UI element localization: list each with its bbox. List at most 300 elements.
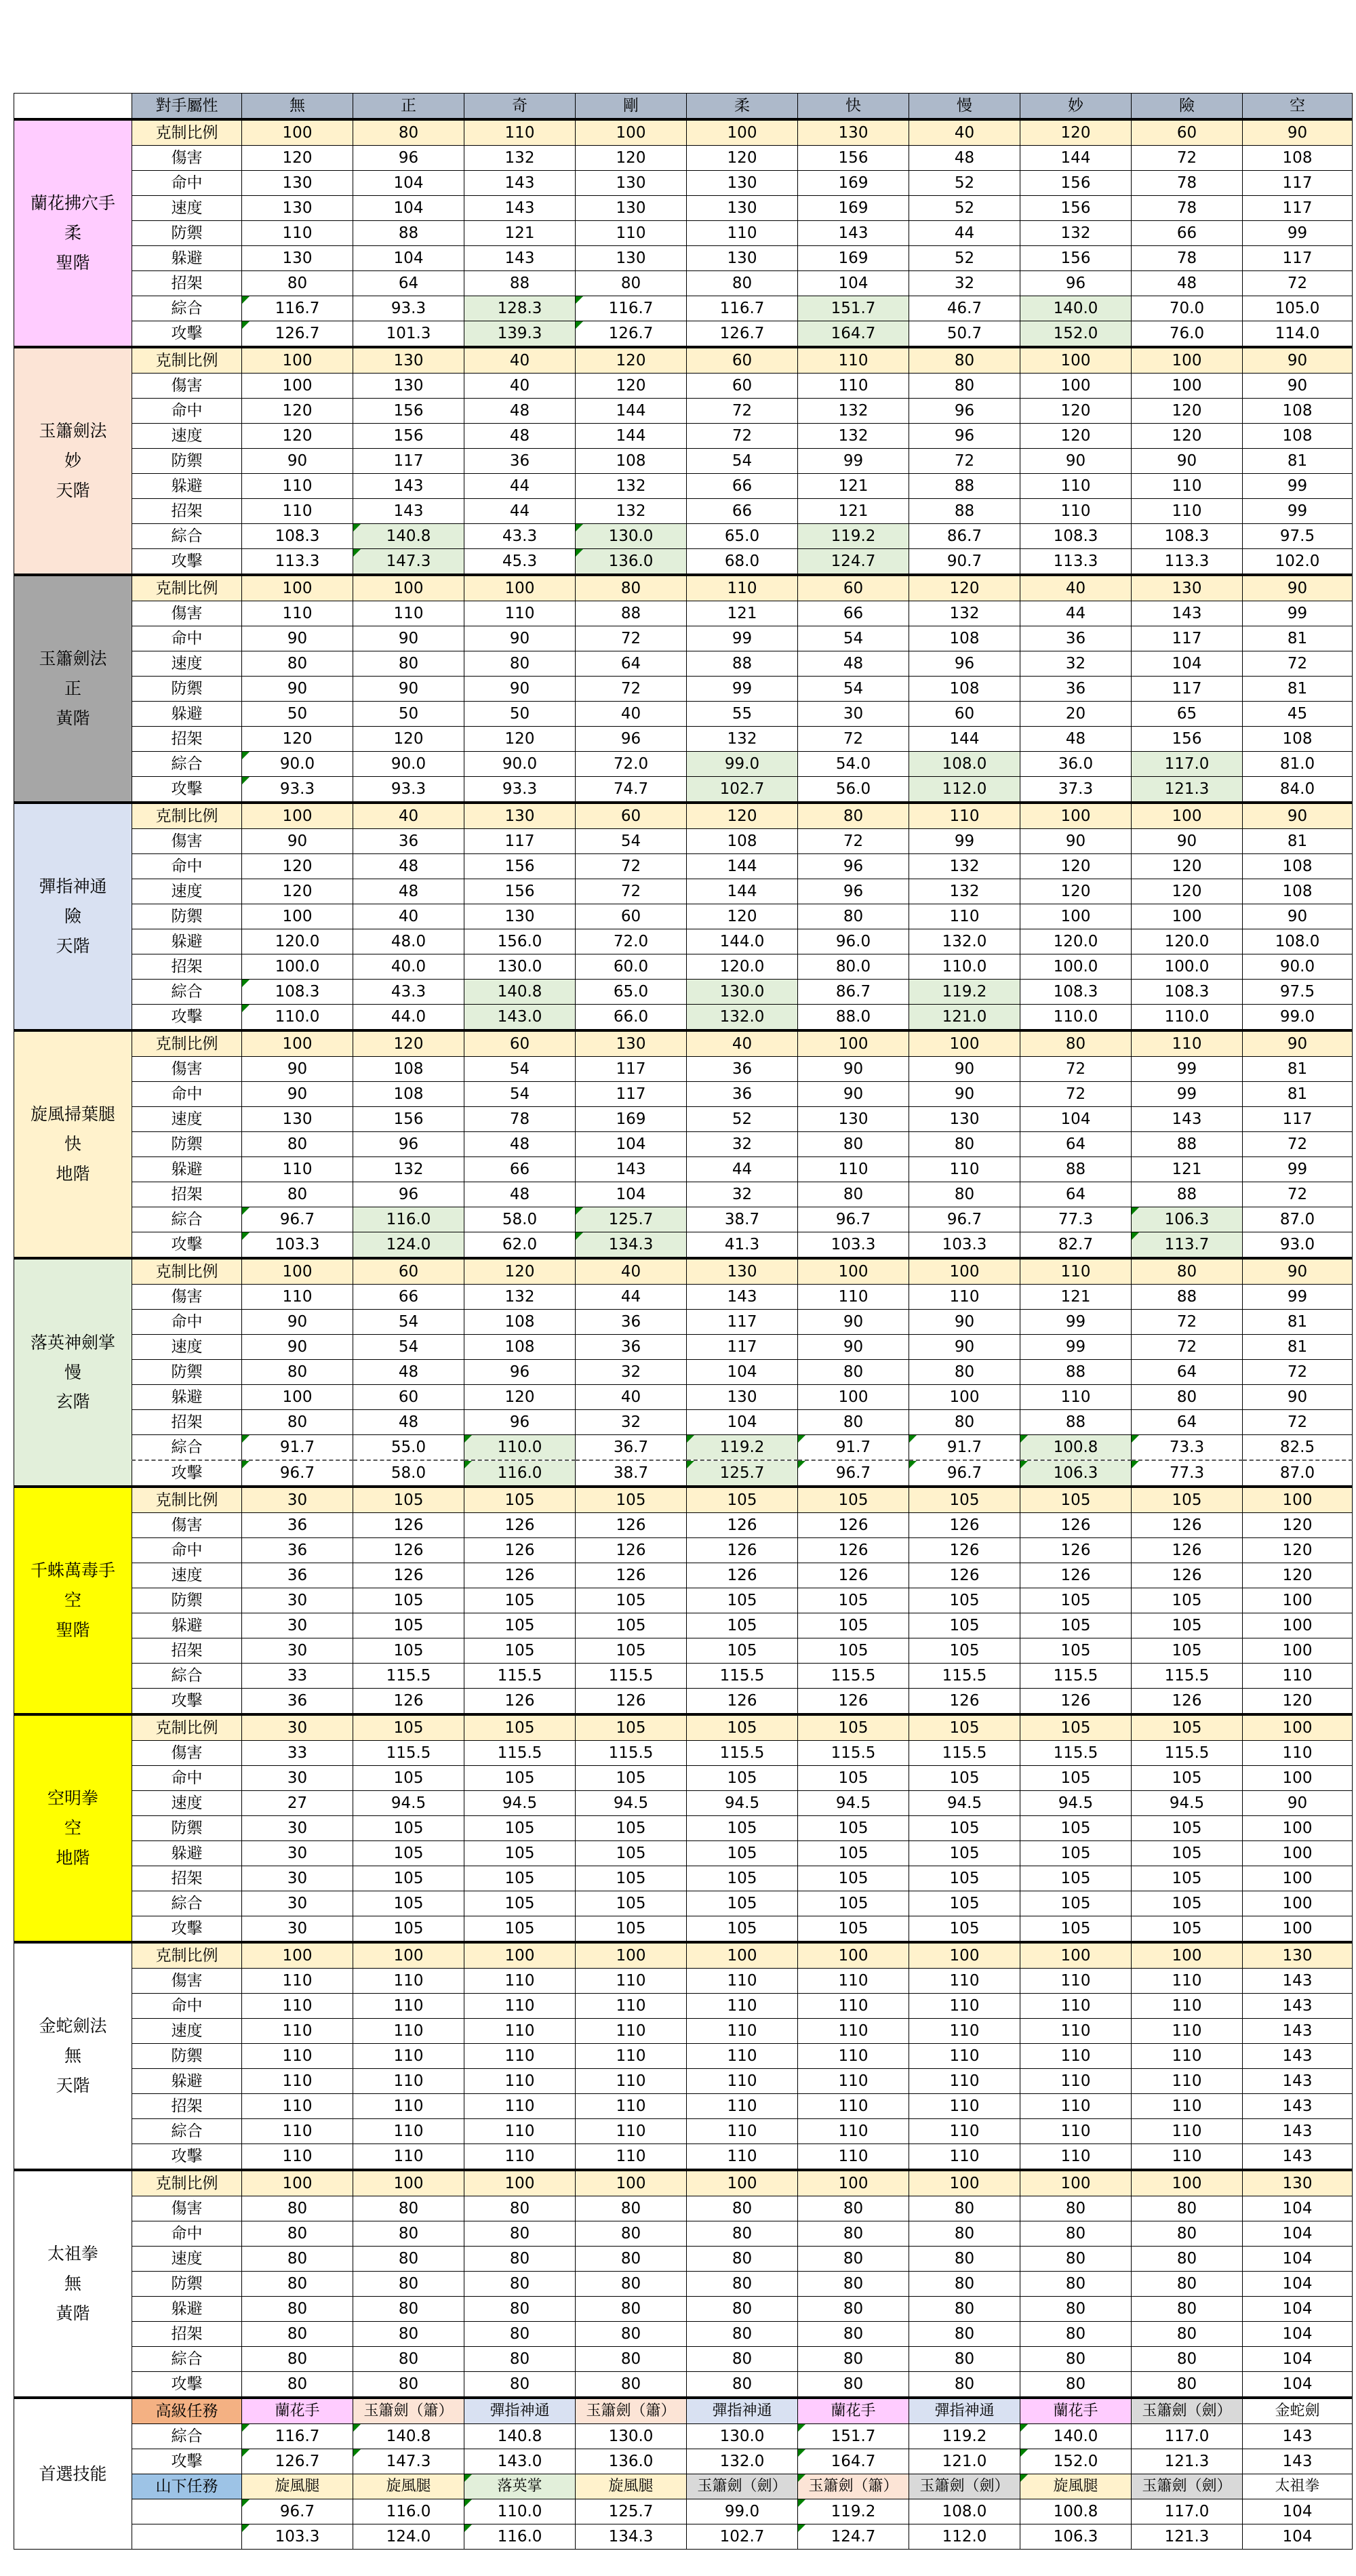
value-cell[interactable]: 80	[353, 2372, 464, 2398]
value-cell[interactable]: 130	[1243, 1942, 1353, 1969]
value-cell[interactable]: 80	[464, 2272, 576, 2297]
value-cell[interactable]: 116.7	[242, 296, 353, 321]
value-cell[interactable]: 110	[1020, 499, 1132, 524]
value-cell[interactable]: 110	[798, 2094, 909, 2119]
value-cell[interactable]: 105	[353, 1891, 464, 1916]
value-cell[interactable]: 130	[576, 196, 687, 221]
value-cell[interactable]: 玉簫劍（劍）	[909, 2474, 1020, 2499]
row-label[interactable]: 傷害	[132, 1741, 242, 1766]
value-cell[interactable]: 130	[242, 246, 353, 271]
value-cell[interactable]: 110	[464, 601, 576, 626]
value-cell[interactable]: 115.5	[798, 1664, 909, 1689]
skill-6-name-cell[interactable]	[14, 1487, 132, 1714]
value-cell[interactable]: 130	[464, 803, 576, 829]
value-cell[interactable]: 102.7	[687, 777, 798, 803]
value-cell[interactable]: 80	[1020, 2372, 1132, 2398]
value-cell[interactable]: 87.0	[1243, 1207, 1353, 1232]
value-cell[interactable]: 100	[1243, 1766, 1353, 1791]
value-cell[interactable]: 80	[1020, 2247, 1132, 2272]
value-cell[interactable]: 66	[798, 601, 909, 626]
value-cell[interactable]: 115.5	[1020, 1741, 1132, 1766]
header-col-xian[interactable]: 險	[1132, 94, 1243, 120]
value-cell[interactable]: 32	[909, 271, 1020, 296]
value-cell[interactable]: 110	[909, 2019, 1020, 2044]
value-cell[interactable]: 130	[242, 1107, 353, 1132]
value-cell[interactable]: 90	[909, 1335, 1020, 1360]
value-cell[interactable]: 90.0	[353, 752, 464, 777]
value-cell[interactable]: 88	[909, 499, 1020, 524]
value-cell[interactable]: 玉簫劍（劍）	[687, 2474, 798, 2499]
value-cell[interactable]: 105	[909, 1916, 1020, 1943]
value-cell[interactable]: 64	[1132, 1410, 1243, 1435]
value-cell[interactable]: 110	[353, 2094, 464, 2119]
value-cell[interactable]: 81	[1243, 1057, 1353, 1082]
value-cell[interactable]: 143	[1132, 1107, 1243, 1132]
value-cell[interactable]: 120	[1020, 879, 1132, 904]
row-label[interactable]: 速度	[132, 2247, 242, 2272]
value-cell[interactable]: 104	[687, 1410, 798, 1435]
value-cell[interactable]: 81	[1243, 449, 1353, 474]
value-cell[interactable]: 100	[353, 1942, 464, 1969]
value-cell[interactable]: 105	[576, 1638, 687, 1664]
value-cell[interactable]: 106.3	[1020, 1460, 1132, 1487]
value-cell[interactable]: 113.3	[242, 549, 353, 576]
value-cell[interactable]: 105	[353, 1816, 464, 1841]
value-cell[interactable]: 117	[1243, 171, 1353, 196]
value-cell[interactable]: 80	[353, 2272, 464, 2297]
value-cell[interactable]: 54.0	[798, 752, 909, 777]
value-cell[interactable]: 90	[464, 626, 576, 651]
value-cell[interactable]: 100	[242, 2170, 353, 2196]
row-label[interactable]: 綜合	[132, 2424, 242, 2449]
row-label[interactable]: 綜合	[132, 1207, 242, 1232]
value-cell[interactable]: 96	[464, 1410, 576, 1435]
value-cell[interactable]: 104	[1243, 2499, 1353, 2524]
value-cell[interactable]: 50	[353, 702, 464, 727]
value-cell[interactable]: 110	[1132, 2019, 1243, 2044]
row-label[interactable]: 招架	[132, 1866, 242, 1891]
value-cell[interactable]: 108	[353, 1082, 464, 1107]
value-cell[interactable]: 80	[1132, 1385, 1243, 1410]
value-cell[interactable]: 140.8	[464, 2424, 576, 2449]
value-cell[interactable]: 126	[798, 1538, 909, 1563]
value-cell[interactable]: 110	[353, 2119, 464, 2144]
value-cell[interactable]: 100	[464, 2170, 576, 2196]
value-cell[interactable]: 156	[1020, 171, 1132, 196]
value-cell[interactable]: 105	[464, 1588, 576, 1613]
value-cell[interactable]: 96.0	[798, 929, 909, 954]
header-opponent-attr[interactable]: 對手屬性	[132, 94, 242, 120]
row-label[interactable]: 招架	[132, 2322, 242, 2347]
value-cell[interactable]: 120	[242, 424, 353, 449]
value-cell[interactable]: 126	[1020, 1689, 1132, 1715]
value-cell[interactable]: 106.3	[1020, 2524, 1132, 2550]
value-cell[interactable]: 130	[798, 119, 909, 146]
value-cell[interactable]: 105	[1020, 1891, 1132, 1916]
value-cell[interactable]: 96.7	[798, 1207, 909, 1232]
value-cell[interactable]: 72	[1132, 146, 1243, 171]
value-cell[interactable]: 72	[576, 626, 687, 651]
value-cell[interactable]: 100	[909, 1030, 1020, 1057]
value-cell[interactable]: 120	[353, 727, 464, 752]
value-cell[interactable]: 100.8	[1020, 1435, 1132, 1461]
value-cell[interactable]: 105	[909, 1714, 1020, 1741]
value-cell[interactable]: 96	[353, 1132, 464, 1157]
value-cell[interactable]: 100	[798, 1030, 909, 1057]
value-cell[interactable]: 80	[576, 2347, 687, 2372]
value-cell[interactable]: 110	[909, 803, 1020, 829]
value-cell[interactable]: 130	[687, 196, 798, 221]
value-cell[interactable]: 110	[687, 2144, 798, 2171]
value-cell[interactable]: 110.0	[464, 1435, 576, 1461]
value-cell[interactable]: 126	[353, 1513, 464, 1538]
value-cell[interactable]: 90	[798, 1335, 909, 1360]
value-cell[interactable]: 65	[1132, 702, 1243, 727]
value-cell[interactable]: 90	[242, 1082, 353, 1107]
value-cell[interactable]: 100	[1020, 1942, 1132, 1969]
value-cell[interactable]: 30	[242, 1714, 353, 1741]
value-cell[interactable]: 110	[242, 1969, 353, 1994]
value-cell[interactable]: 110	[353, 2019, 464, 2044]
row-label[interactable]: 速度	[132, 196, 242, 221]
value-cell[interactable]: 55	[687, 702, 798, 727]
value-cell[interactable]: 90	[1132, 449, 1243, 474]
value-cell[interactable]: 44	[687, 1157, 798, 1182]
value-cell[interactable]: 108	[1243, 879, 1353, 904]
value-cell[interactable]: 143	[576, 1157, 687, 1182]
value-cell[interactable]: 108	[687, 829, 798, 854]
value-cell[interactable]: 80	[242, 1410, 353, 1435]
value-cell[interactable]: 100	[1243, 1714, 1353, 1741]
value-cell[interactable]: 88	[576, 601, 687, 626]
value-cell[interactable]: 81	[1243, 1335, 1353, 1360]
value-cell[interactable]: 130.0	[576, 2424, 687, 2449]
value-cell[interactable]: 30	[242, 1487, 353, 1513]
value-cell[interactable]: 108	[576, 449, 687, 474]
value-cell[interactable]: 100	[909, 1942, 1020, 1969]
row-label[interactable]: 招架	[132, 1182, 242, 1207]
value-cell[interactable]: 143	[464, 171, 576, 196]
value-cell[interactable]: 151.7	[798, 296, 909, 321]
value-cell[interactable]: 126	[576, 1513, 687, 1538]
value-cell[interactable]: 45	[1243, 702, 1353, 727]
value-cell[interactable]: 80	[1020, 1030, 1132, 1057]
value-cell[interactable]: 126	[353, 1689, 464, 1715]
value-cell[interactable]: 旋風腿	[353, 2474, 464, 2499]
value-cell[interactable]: 112.0	[909, 2524, 1020, 2550]
value-cell[interactable]: 126	[798, 1689, 909, 1715]
value-cell[interactable]: 105	[1132, 1816, 1243, 1841]
value-cell[interactable]: 80	[909, 2372, 1020, 2398]
value-cell[interactable]: 115.5	[798, 1741, 909, 1766]
value-cell[interactable]: 80	[464, 2372, 576, 2398]
value-cell[interactable]: 120	[1020, 424, 1132, 449]
value-cell[interactable]: 60.0	[576, 954, 687, 980]
value-cell[interactable]: 56.0	[798, 777, 909, 803]
value-cell[interactable]: 130	[687, 171, 798, 196]
value-cell[interactable]: 38.7	[576, 1460, 687, 1487]
value-cell[interactable]: 54	[464, 1082, 576, 1107]
value-cell[interactable]: 105	[464, 1638, 576, 1664]
value-cell[interactable]: 60	[576, 904, 687, 929]
row-label[interactable]: 防禦	[132, 449, 242, 474]
value-cell[interactable]: 72	[576, 677, 687, 702]
value-cell[interactable]: 105	[798, 1841, 909, 1866]
value-cell[interactable]: 62.0	[464, 1232, 576, 1259]
value-cell[interactable]: 80	[798, 2221, 909, 2247]
value-cell[interactable]: 90	[909, 1082, 1020, 1107]
value-cell[interactable]: 96	[353, 1182, 464, 1207]
value-cell[interactable]: 96.7	[909, 1460, 1020, 1487]
value-cell[interactable]: 108	[909, 677, 1020, 702]
value-cell[interactable]: 55.0	[353, 1435, 464, 1461]
value-cell[interactable]: 110	[909, 2069, 1020, 2094]
value-cell[interactable]: 132	[687, 727, 798, 752]
skill-4-name-cell[interactable]	[14, 1030, 132, 1258]
value-cell[interactable]: 81	[1243, 829, 1353, 854]
value-cell[interactable]: 100	[242, 1030, 353, 1057]
value-cell[interactable]: 78	[1132, 171, 1243, 196]
value-cell[interactable]: 103.3	[242, 2524, 353, 2550]
row-label[interactable]: 綜合	[132, 2119, 242, 2144]
value-cell[interactable]: 126	[909, 1538, 1020, 1563]
value-cell[interactable]: 116.7	[687, 296, 798, 321]
value-cell[interactable]: 120	[687, 803, 798, 829]
row-label[interactable]: 傷害	[132, 601, 242, 626]
value-cell[interactable]: 136.0	[576, 2449, 687, 2474]
value-cell[interactable]: 90	[798, 1057, 909, 1082]
value-cell[interactable]: 110	[242, 2019, 353, 2044]
value-cell[interactable]: 41.3	[687, 1232, 798, 1259]
row-label[interactable]: 攻擊	[132, 1916, 242, 1943]
value-cell[interactable]: 100.0	[242, 954, 353, 980]
value-cell[interactable]: 66.0	[576, 1005, 687, 1031]
value-cell[interactable]: 110	[1132, 2144, 1243, 2171]
row-label[interactable]: 躲避	[132, 929, 242, 954]
value-cell[interactable]: 80	[464, 2221, 576, 2247]
value-cell[interactable]: 124.0	[353, 1232, 464, 1259]
skill-1-name-cell[interactable]	[14, 347, 132, 575]
value-cell[interactable]: 110.0	[1020, 1005, 1132, 1031]
value-cell[interactable]: 156	[353, 399, 464, 424]
value-cell[interactable]: 104	[1243, 2272, 1353, 2297]
value-cell[interactable]: 117	[576, 1082, 687, 1107]
value-cell[interactable]: 100	[1132, 2170, 1243, 2196]
value-cell[interactable]: 36.7	[576, 1435, 687, 1461]
row-label[interactable]: 躲避	[132, 702, 242, 727]
value-cell[interactable]: 110	[242, 499, 353, 524]
value-cell[interactable]: 96	[1020, 271, 1132, 296]
value-cell[interactable]: 66	[687, 474, 798, 499]
value-cell[interactable]: 94.5	[909, 1791, 1020, 1816]
value-cell[interactable]: 156	[1020, 246, 1132, 271]
value-cell[interactable]: 110	[798, 374, 909, 399]
value-cell[interactable]: 114.0	[1243, 321, 1353, 348]
value-cell[interactable]: 72	[798, 829, 909, 854]
row-label[interactable]: 綜合	[132, 296, 242, 321]
value-cell[interactable]: 80	[798, 2347, 909, 2372]
value-cell[interactable]: 105	[576, 1916, 687, 1943]
row-label[interactable]: 命中	[132, 1538, 242, 1563]
value-cell[interactable]: 110	[576, 2069, 687, 2094]
value-cell[interactable]: 99	[1243, 499, 1353, 524]
value-cell[interactable]: 117	[1243, 1107, 1353, 1132]
value-cell[interactable]: 126	[464, 1563, 576, 1588]
value-cell[interactable]: 116.7	[576, 296, 687, 321]
value-cell[interactable]: 105	[687, 1638, 798, 1664]
value-cell[interactable]: 110	[1132, 1994, 1243, 2019]
value-cell[interactable]: 110	[687, 2069, 798, 2094]
value-cell[interactable]: 126.7	[576, 321, 687, 348]
row-label[interactable]: 躲避	[132, 1385, 242, 1410]
value-cell[interactable]: 110	[1132, 2094, 1243, 2119]
value-cell[interactable]: 99	[1020, 1335, 1132, 1360]
value-cell[interactable]: 76.0	[1132, 321, 1243, 348]
value-cell[interactable]: 64	[1132, 1360, 1243, 1385]
value-cell[interactable]: 116.0	[353, 1207, 464, 1232]
value-cell[interactable]: 36	[242, 1538, 353, 1563]
value-cell[interactable]: 110	[1132, 2119, 1243, 2144]
value-cell[interactable]: 110	[909, 2044, 1020, 2069]
value-cell[interactable]: 105	[909, 1588, 1020, 1613]
value-cell[interactable]: 99	[1243, 221, 1353, 246]
value-cell[interactable]: 80	[353, 2196, 464, 2221]
value-cell[interactable]: 115.5	[576, 1741, 687, 1766]
value-cell[interactable]: 105	[1020, 1613, 1132, 1638]
summary-name-cell[interactable]	[14, 2398, 132, 2550]
value-cell[interactable]: 36	[242, 1563, 353, 1588]
value-cell[interactable]: 126	[576, 1563, 687, 1588]
value-cell[interactable]: 125.7	[687, 1460, 798, 1487]
value-cell[interactable]: 103.3	[242, 1232, 353, 1259]
row-label[interactable]: 傷害	[132, 1285, 242, 1310]
value-cell[interactable]: 143	[464, 196, 576, 221]
value-cell[interactable]: 32	[687, 1132, 798, 1157]
value-cell[interactable]: 45.3	[464, 549, 576, 576]
value-cell[interactable]: 90	[1243, 1030, 1353, 1057]
value-cell[interactable]: 117	[353, 449, 464, 474]
value-cell[interactable]: 120	[1132, 399, 1243, 424]
value-cell[interactable]: 50	[242, 702, 353, 727]
value-cell[interactable]: 80	[464, 2347, 576, 2372]
value-cell[interactable]: 105	[798, 1714, 909, 1741]
row-label[interactable]: 速度	[132, 651, 242, 677]
value-cell[interactable]: 132	[576, 474, 687, 499]
value-cell[interactable]: 48	[464, 424, 576, 449]
value-cell[interactable]: 104	[576, 1182, 687, 1207]
value-cell[interactable]: 116.0	[353, 2499, 464, 2524]
value-cell[interactable]: 136.0	[576, 549, 687, 576]
row-label[interactable]: 命中	[132, 626, 242, 651]
value-cell[interactable]: 110	[1020, 1969, 1132, 1994]
value-cell[interactable]: 90	[242, 1057, 353, 1082]
value-cell[interactable]: 48	[464, 1132, 576, 1157]
value-cell[interactable]: 48	[1020, 727, 1132, 752]
value-cell[interactable]: 108.0	[1243, 929, 1353, 954]
row-label[interactable]: 綜合	[132, 980, 242, 1005]
value-cell[interactable]: 93.3	[353, 296, 464, 321]
corner-cell[interactable]	[14, 94, 132, 120]
value-cell[interactable]: 130	[576, 246, 687, 271]
value-cell[interactable]: 100	[909, 1385, 1020, 1410]
value-cell[interactable]: 105	[798, 1866, 909, 1891]
value-cell[interactable]: 143	[1243, 2144, 1353, 2171]
value-cell[interactable]: 96	[464, 1360, 576, 1385]
value-cell[interactable]: 100.0	[1132, 954, 1243, 980]
value-cell[interactable]: 72	[1132, 1310, 1243, 1335]
value-cell[interactable]: 140.0	[1020, 296, 1132, 321]
value-cell[interactable]: 120	[1243, 1538, 1353, 1563]
value-cell[interactable]: 105	[909, 1613, 1020, 1638]
skill-0-name-cell[interactable]	[14, 119, 132, 347]
value-cell[interactable]: 44	[464, 499, 576, 524]
value-cell[interactable]: 65.0	[576, 980, 687, 1005]
value-cell[interactable]: 124.7	[798, 549, 909, 576]
skill-7-name-cell[interactable]	[14, 1714, 132, 1942]
value-cell[interactable]: 106.3	[1132, 1207, 1243, 1232]
value-cell[interactable]: 96	[909, 651, 1020, 677]
value-cell[interactable]: 64	[353, 271, 464, 296]
value-cell[interactable]: 54	[353, 1310, 464, 1335]
value-cell[interactable]: 100	[1132, 803, 1243, 829]
value-cell[interactable]: 108.3	[1132, 980, 1243, 1005]
value-cell[interactable]: 126	[687, 1689, 798, 1715]
value-cell[interactable]: 104	[1243, 2221, 1353, 2247]
value-cell[interactable]: 90.0	[1243, 954, 1353, 980]
value-cell[interactable]: 105	[798, 1638, 909, 1664]
row-label[interactable]: 克制比例	[132, 1942, 242, 1969]
row-label[interactable]: 命中	[132, 2221, 242, 2247]
value-cell[interactable]: 80	[576, 2196, 687, 2221]
value-cell[interactable]: 144	[687, 879, 798, 904]
value-cell[interactable]: 32	[1020, 651, 1132, 677]
value-cell[interactable]: 43.3	[353, 980, 464, 1005]
row-label[interactable]: 速度	[132, 1335, 242, 1360]
value-cell[interactable]: 104	[353, 246, 464, 271]
row-label[interactable]: 命中	[132, 1310, 242, 1335]
value-cell[interactable]: 66	[1132, 221, 1243, 246]
value-cell[interactable]: 132	[909, 879, 1020, 904]
value-cell[interactable]: 60	[909, 702, 1020, 727]
value-cell[interactable]: 105	[353, 1487, 464, 1513]
value-cell[interactable]: 100	[687, 1942, 798, 1969]
value-cell[interactable]: 64	[576, 651, 687, 677]
value-cell[interactable]: 84.0	[1243, 777, 1353, 803]
value-cell[interactable]: 121.3	[1132, 777, 1243, 803]
value-cell[interactable]: 66	[353, 1285, 464, 1310]
row-label[interactable]: 躲避	[132, 2297, 242, 2322]
value-cell[interactable]: 30	[242, 1638, 353, 1664]
value-cell[interactable]: 91.7	[909, 1435, 1020, 1461]
value-cell[interactable]: 90	[909, 1310, 1020, 1335]
value-cell[interactable]: 132.0	[909, 929, 1020, 954]
value-cell[interactable]: 74.7	[576, 777, 687, 803]
value-cell[interactable]: 115.5	[353, 1664, 464, 1689]
row-label[interactable]: 克制比例	[132, 803, 242, 829]
value-cell[interactable]: 94.5	[576, 1791, 687, 1816]
row-label[interactable]: 攻擊	[132, 1232, 242, 1259]
value-cell[interactable]: 80	[798, 904, 909, 929]
value-cell[interactable]: 110	[1132, 1969, 1243, 1994]
row-label[interactable]: 克制比例	[132, 1487, 242, 1513]
value-cell[interactable]: 44	[464, 474, 576, 499]
value-cell[interactable]: 90	[1243, 1791, 1353, 1816]
value-cell[interactable]: 80	[687, 271, 798, 296]
value-cell[interactable]: 80	[242, 651, 353, 677]
value-cell[interactable]: 90	[1243, 119, 1353, 146]
value-cell[interactable]: 110	[576, 2044, 687, 2069]
value-cell[interactable]: 太祖拳	[1243, 2474, 1353, 2499]
